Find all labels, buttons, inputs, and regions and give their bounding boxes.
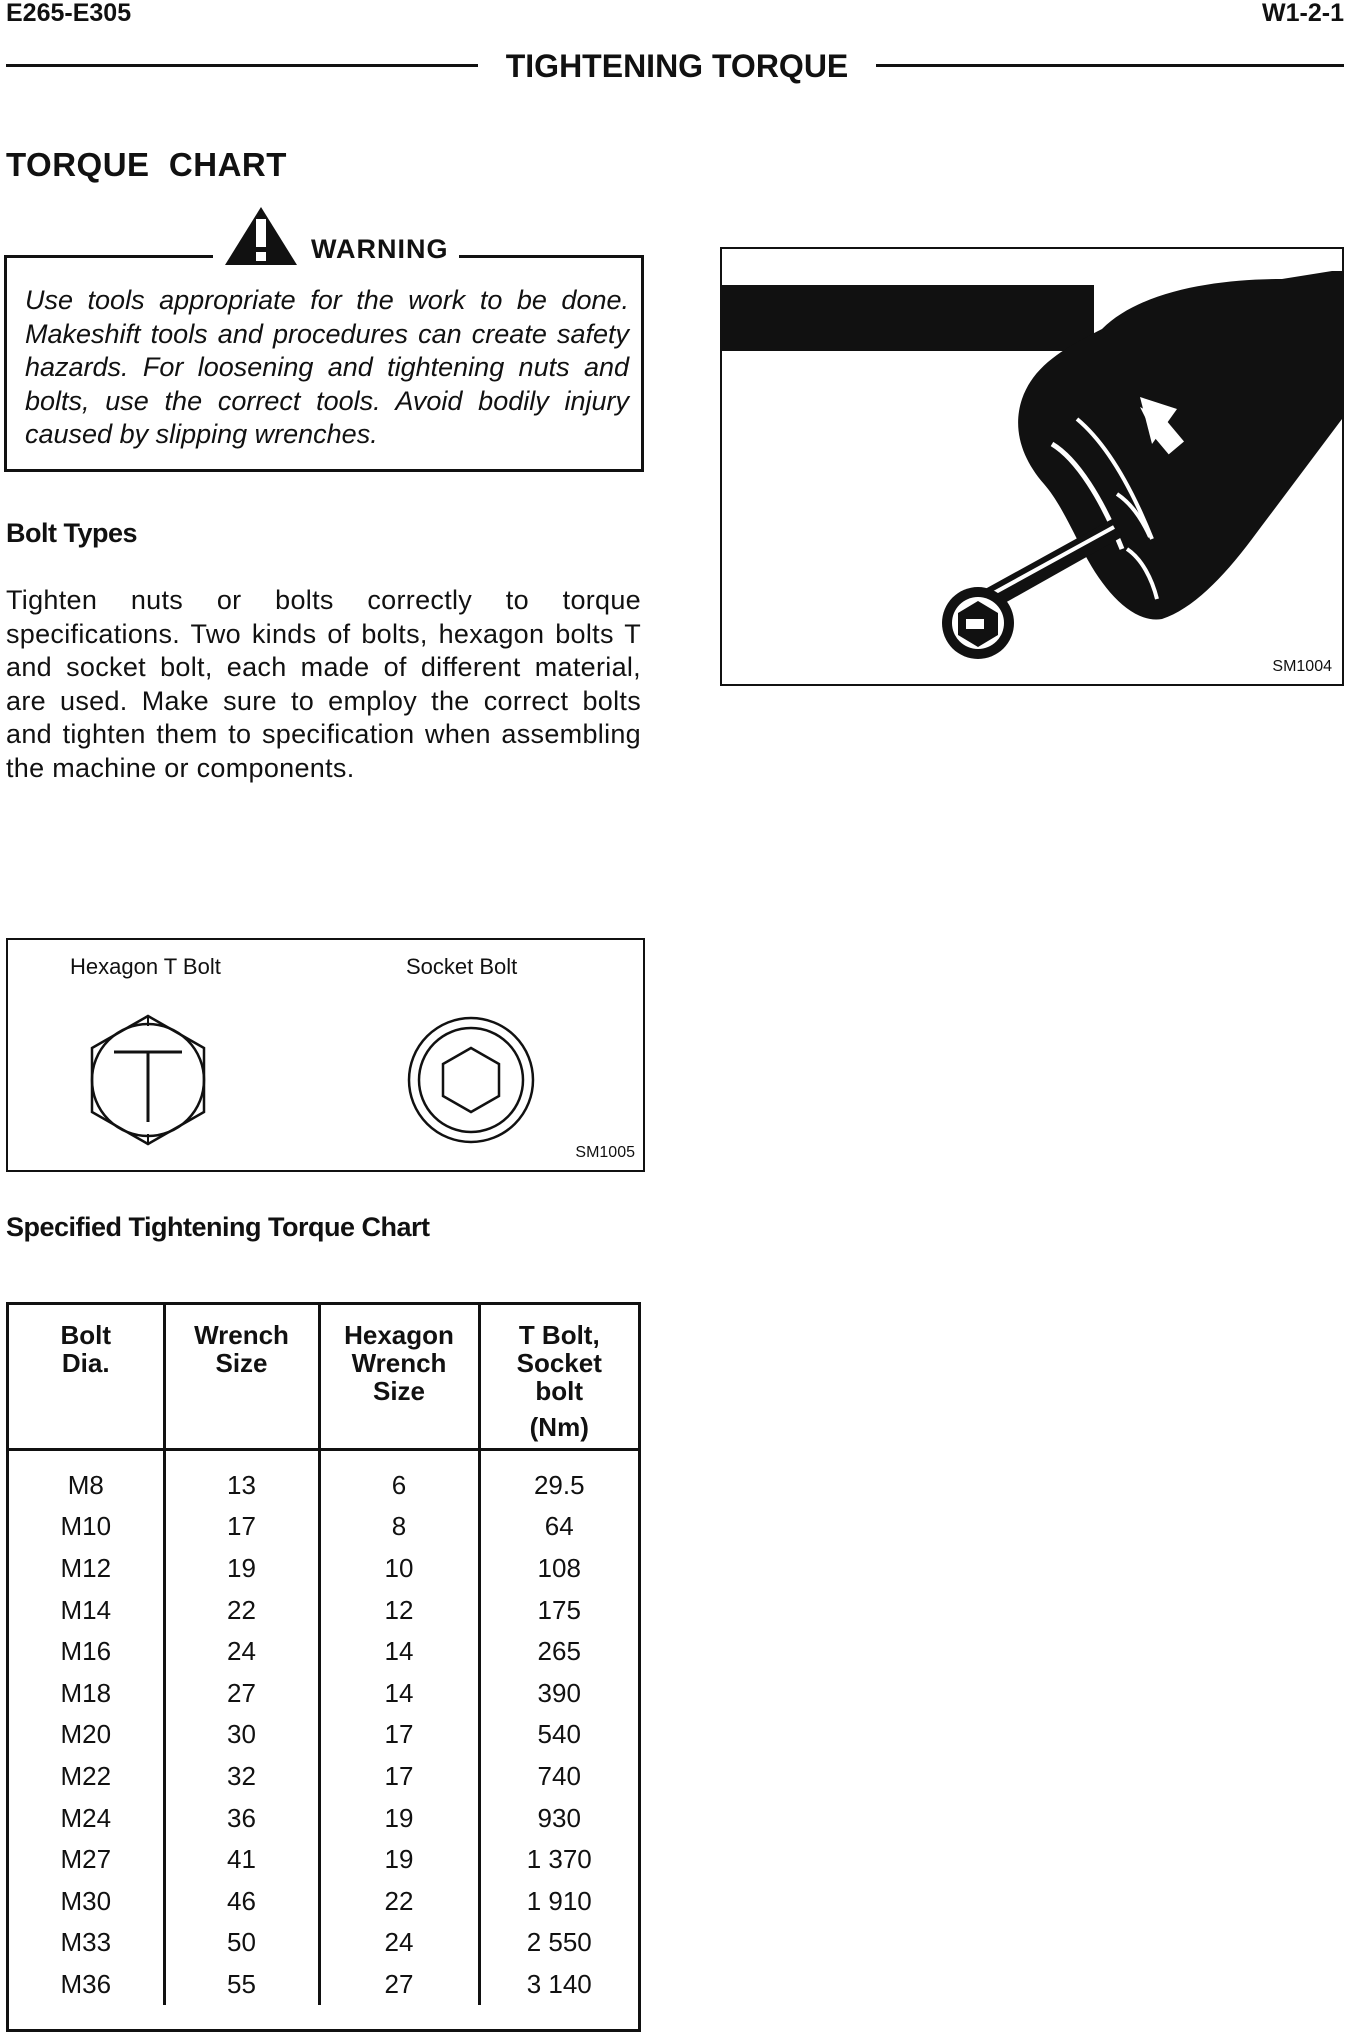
table-row [9,1449,638,1506]
table-cell: M18 [60,1677,112,1708]
document-model: E265-E305 [6,0,132,27]
hexagon-t-bolt-icon [78,1010,218,1150]
table-cell: 29.5 [479,1449,638,1506]
table-cell: 27 [164,1672,319,1714]
page-number: W1-2-1 [1262,0,1344,27]
torque-chart-heading: Specified Tightening Torque Chart [6,1212,430,1242]
table-cell: 1 370 [479,1839,638,1881]
header-line: Hexagon [344,1320,454,1350]
table-cell: 175 [479,1589,638,1631]
table-cell: 46 [164,1880,319,1922]
header-line: Wrench [351,1348,447,1378]
table-cell: 19 [319,1797,479,1839]
header-line: Size [215,1348,268,1378]
table-cell: 32 [164,1756,319,1798]
header-line: Dia. [61,1348,110,1378]
table-cell: M27 [60,1844,112,1875]
table-cell: 12 [319,1589,479,1631]
page-title: TIGHTENING TORQUE [505,48,849,84]
warning-header [213,203,459,267]
table-cell: 10 [319,1548,479,1590]
header-rule-right [876,64,1344,67]
table-row [9,1964,638,2006]
table-cell: 390 [479,1672,638,1714]
column-header-hexagon-wrench-size [319,1305,479,1449]
table-row [9,1839,638,1881]
table-cell: 17 [164,1506,319,1548]
table-cell: 3 140 [479,1964,638,2006]
header-line: bolt [535,1376,584,1406]
table-cell: 13 [164,1449,319,1506]
header-line: T Bolt, [518,1320,600,1350]
table-cell: 1 910 [479,1880,638,1922]
table-cell: 27 [319,1964,479,2006]
table-cell: 19 [164,1548,319,1590]
table-row [9,1589,638,1631]
table-cell: M10 [60,1511,112,1542]
wrench-figure-code: SM1004 [1272,658,1332,675]
table-cell: 8 [319,1506,479,1548]
bolt-types-figure [6,938,645,1172]
table-cell: 19 [319,1839,479,1881]
header-rule-left [6,64,478,67]
socket-bolt-label: Socket Bolt [406,954,518,979]
bolt-types-text: Tighten nuts or bolts correctly to torque specifications. Two kinds of bolts, hexagon bolts T and socket bolt, each made of different material, are used. Make sure to employ the correct bolts and tighten them to specification when assembling the machine or components. [6,585,641,783]
section-title: TORQUE CHART [6,146,287,183]
column-header-wrench-size [164,1305,319,1449]
column-header-torque [479,1305,638,1449]
table-cell: M20 [60,1719,112,1750]
table-row [9,1631,638,1673]
header-line: Wrench [194,1320,289,1350]
table-row [9,1672,638,1714]
table-cell: 108 [479,1548,638,1590]
table-cell: 64 [479,1506,638,1548]
table-row [9,1548,638,1590]
table-cell: M16 [60,1636,112,1667]
table-cell: 36 [164,1797,319,1839]
table-row [9,1714,638,1756]
warning-box [4,255,644,472]
table-cell: 17 [319,1714,479,1756]
hand-wrench-illustration [722,249,1342,684]
table-cell: 14 [319,1672,479,1714]
column-header-bolt-dia [9,1305,164,1449]
torque-table-header-row [9,1305,638,1449]
table-row [9,1880,638,1922]
warning-triangle-icon [223,205,299,267]
table-cell: M24 [60,1802,112,1833]
table-cell: 24 [164,1631,319,1673]
torque-table [9,1305,638,2005]
socket-bolt-icon [401,1010,541,1150]
table-cell: 55 [164,1964,319,2006]
bolt-types-heading: Bolt Types [6,518,138,548]
table-cell: M14 [60,1594,112,1625]
bolt-figure-code: SM1005 [575,1144,635,1161]
table-cell: 41 [164,1839,319,1881]
table-row [9,1506,638,1548]
table-cell: 22 [164,1589,319,1631]
table-cell: M33 [60,1927,112,1958]
header-line: Socket [516,1348,602,1378]
table-cell: M22 [60,1760,112,1791]
table-row [9,1797,638,1839]
table-cell: M36 [60,1968,112,1999]
table-cell: 50 [164,1922,319,1964]
table-cell: M30 [60,1885,112,1916]
table-cell: 265 [479,1631,638,1673]
table-cell: 17 [319,1756,479,1798]
header-line: (Nm) [529,1412,589,1442]
table-cell: 6 [319,1449,479,1506]
table-cell: 540 [479,1714,638,1756]
header-line: Bolt [60,1320,112,1350]
table-cell: 14 [319,1631,479,1673]
table-cell: 2 550 [479,1922,638,1964]
warning-text: Use tools appropriate for the work to be done. Makeshift tools and procedures can create safety hazards. For loosening and tightening nuts and bolts, use the correct tools. Avoid bodily injury caused by slipping wrenches. [25,285,629,449]
table-row [9,1756,638,1798]
warning-label: WARNING [311,234,449,264]
table-cell: M8 [67,1469,104,1500]
table-cell: 930 [479,1797,638,1839]
table-cell: M12 [60,1552,112,1583]
wrench-figure [720,247,1344,686]
table-cell: 24 [319,1922,479,1964]
table-cell: 740 [479,1756,638,1798]
table-cell: 30 [164,1714,319,1756]
hexagon-bolt-label: Hexagon T Bolt [70,954,221,979]
header-line: Size [372,1376,426,1406]
table-row [9,1922,638,1964]
table-cell: 22 [319,1880,479,1922]
